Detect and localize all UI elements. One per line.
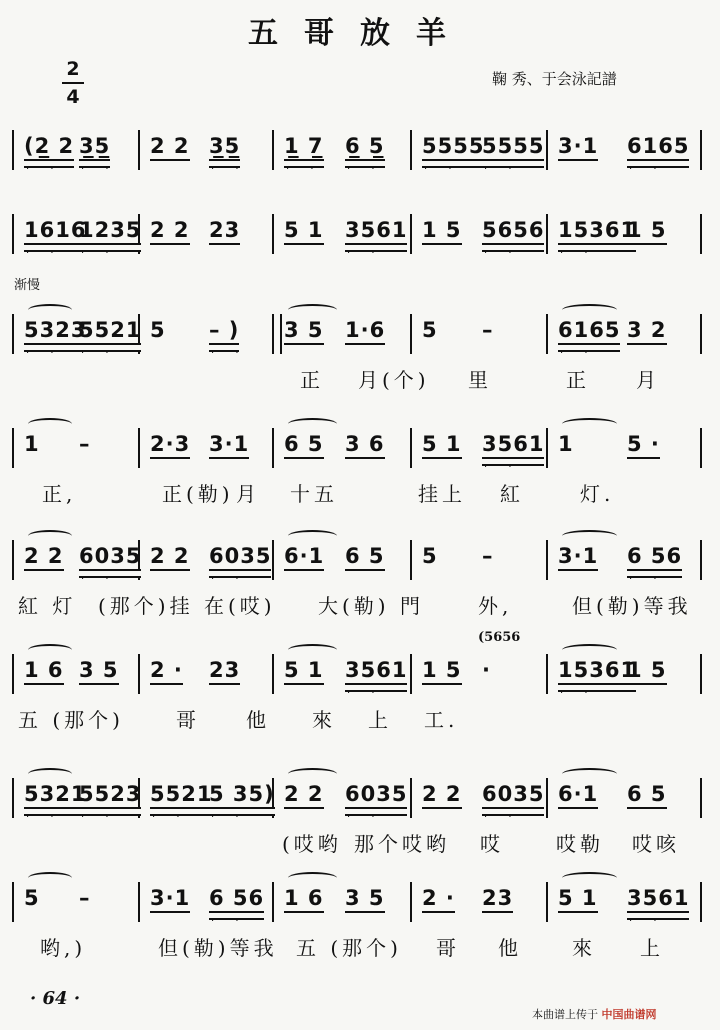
- bar-line: [410, 654, 412, 694]
- lyric-syllable: 哎勒: [556, 832, 604, 856]
- note-group: 3·1: [558, 134, 598, 161]
- octave-dots: · ·: [347, 164, 384, 175]
- slur-mark: [562, 530, 617, 542]
- lyric-syllable: 來: [572, 936, 596, 960]
- octave-dots: · ·: [484, 248, 521, 259]
- lyric-syllable: 那个哎哟: [354, 832, 450, 856]
- slur-mark: [288, 872, 337, 884]
- octave-dots: · ·: [347, 248, 384, 259]
- octave-dots: · ·: [211, 348, 248, 359]
- lyric-syllable: 哟,): [40, 936, 87, 960]
- note-group: 1: [558, 432, 574, 456]
- note-group: 6·1: [558, 782, 598, 809]
- lyric-syllable: 上: [368, 708, 392, 732]
- bar-line: [700, 654, 702, 694]
- bar-line: [12, 882, 14, 922]
- slur-mark: [562, 304, 617, 316]
- tempo-mark: 渐慢: [14, 278, 41, 293]
- bar-line: [700, 130, 702, 170]
- note-group: 1̲ 7̲: [284, 134, 324, 161]
- lyric-syllable: 月: [636, 368, 660, 392]
- bar-line: [410, 882, 412, 922]
- bar-line: [272, 540, 274, 580]
- note-group: 6 56: [209, 886, 264, 913]
- lyric-syllable: 五 (那个): [18, 708, 124, 732]
- bar-line: [272, 214, 274, 254]
- note-group: –: [79, 886, 91, 910]
- lyric-syllable: 工.: [424, 708, 459, 732]
- bar-line: [700, 428, 702, 468]
- note-group: 3·1: [209, 432, 249, 459]
- slur-mark: [28, 768, 72, 780]
- lyric-syllable: 挂上: [418, 482, 466, 506]
- octave-dots: · ·: [629, 164, 666, 175]
- note-group: 5521: [150, 782, 212, 809]
- bar-line: [546, 654, 548, 694]
- slur-mark: [288, 418, 337, 430]
- note-group: 6035: [209, 544, 271, 571]
- octave-dots: · ·: [560, 688, 597, 699]
- octave-dots: · ·: [560, 348, 597, 359]
- bar-line: [138, 882, 140, 922]
- lyric-syllable: 正,: [42, 482, 77, 506]
- lyric-syllable: 來: [312, 708, 336, 732]
- slur-mark: [28, 872, 72, 884]
- lyric-syllable: 哎: [480, 832, 504, 856]
- octave-dots: · ·: [211, 574, 248, 585]
- octave-dots: · ·: [629, 574, 666, 585]
- note-group: 5321: [24, 782, 86, 809]
- notation-row: [0, 130, 720, 174]
- lyric-syllable: 灯.: [580, 482, 615, 506]
- note-group: 23: [209, 658, 240, 685]
- note-group: 6035: [79, 544, 141, 571]
- slur-mark: [562, 768, 617, 780]
- bar-line: [410, 428, 412, 468]
- notation-row: [0, 654, 720, 698]
- lyric-syllable: 月(个): [358, 368, 430, 392]
- bar-line: [410, 214, 412, 254]
- bar-line: [546, 130, 548, 170]
- slur-mark: [562, 872, 617, 884]
- note-group: 2 2: [284, 782, 324, 809]
- note-group: 1 6: [284, 886, 324, 913]
- note-group: 6165: [627, 134, 689, 161]
- octave-dots: · ·: [347, 812, 384, 823]
- note-group: 3̲5̲: [79, 134, 110, 161]
- note-group: 5 1: [284, 218, 324, 245]
- note-group: 15361: [558, 218, 636, 245]
- note-group: 6̲ 5̲: [345, 134, 385, 161]
- slur-mark: [562, 644, 617, 656]
- note-group: 6 56: [627, 544, 682, 571]
- note-group: 5 1: [558, 886, 598, 913]
- note-group: 5521: [79, 318, 141, 345]
- slur-mark: [28, 530, 72, 542]
- note-group: 5323: [24, 318, 86, 345]
- note-group: 5555: [482, 134, 544, 161]
- note-group: 3·1: [558, 544, 598, 571]
- bar-line: [546, 428, 548, 468]
- note-group: 5: [150, 318, 166, 342]
- octave-dots: · ·: [347, 688, 384, 699]
- note-group: 23: [482, 886, 513, 913]
- note-group: 5656: [482, 218, 544, 245]
- note-group: 2 2: [24, 544, 64, 571]
- octave-dots: · ·: [286, 164, 323, 175]
- lyric-syllable: 里: [468, 368, 492, 392]
- upload-footer: [532, 1006, 657, 1022]
- bar-line: [138, 130, 140, 170]
- note-group: 6 5: [284, 432, 324, 459]
- lyric-syllable: (哎哟: [282, 832, 342, 856]
- bar-line: [410, 540, 412, 580]
- footer-brand: 中国曲谱网: [601, 1008, 657, 1021]
- note-group: 5: [422, 544, 438, 568]
- octave-dots: · ·: [152, 812, 189, 823]
- octave-dots: · ·: [81, 348, 118, 359]
- notation-row: [0, 214, 720, 258]
- bar-line: [700, 314, 702, 354]
- octave-dots: · ·: [26, 164, 63, 175]
- note-group: 5 ·: [627, 432, 660, 459]
- octave-dots: · ·: [424, 164, 461, 175]
- octave-dots: · ·: [26, 812, 63, 823]
- footer-text: 本曲谱上传于: [532, 1008, 598, 1021]
- octave-dots: · ·: [81, 812, 118, 823]
- lyric-syllable: 紅: [500, 482, 524, 506]
- bar-line: [272, 882, 274, 922]
- note-group: 5 1: [422, 432, 462, 459]
- octave-dots: · ·: [26, 248, 63, 259]
- bar-line: [546, 214, 548, 254]
- lyric-syllable: 十五: [290, 482, 338, 506]
- note-group: 5555: [422, 134, 484, 161]
- note-group: –: [482, 318, 494, 342]
- note-group: 3561: [627, 886, 689, 913]
- slur-mark: [28, 304, 72, 316]
- lyric-syllable: 哎咳: [632, 832, 680, 856]
- lyric-syllable: 但(勒)等我: [572, 594, 692, 618]
- bar-line: [12, 778, 14, 818]
- bar-line: [138, 654, 140, 694]
- note-group: 1 5: [422, 218, 462, 245]
- octave-dots: · ·: [81, 248, 118, 259]
- lyric-syllable: 但(勒)等我: [158, 936, 278, 960]
- lyric-syllable: 他: [246, 708, 270, 732]
- note-group: 3561: [345, 658, 407, 685]
- note-group: 3 5: [284, 318, 324, 345]
- bar-line: [410, 778, 412, 818]
- note-group: – ): [209, 318, 239, 345]
- bar-line: [700, 214, 702, 254]
- note-group: 6035: [345, 782, 407, 809]
- note-group: 6 5: [345, 544, 385, 571]
- bar-line: [138, 428, 140, 468]
- note-group: 3561: [482, 432, 544, 459]
- note-group: 1 6: [24, 658, 64, 685]
- lyric-syllable: 正: [300, 368, 324, 392]
- note-group: 1 5: [627, 218, 667, 245]
- bar-line: [12, 540, 14, 580]
- notation-row: [0, 314, 720, 358]
- score-title: 五哥放羊: [248, 16, 472, 51]
- octave-dots: · ·: [560, 248, 597, 259]
- slur-mark: [288, 304, 337, 316]
- notation-row: [0, 882, 720, 926]
- note-group: 2 2: [150, 218, 190, 245]
- lyric-syllable: 他: [498, 936, 522, 960]
- octave-dots: · ·: [211, 916, 248, 927]
- note-group: 3 5: [345, 886, 385, 913]
- bar-line: [12, 654, 14, 694]
- time-signature: [58, 58, 88, 108]
- bar-line: [700, 778, 702, 818]
- note-group: 1235: [79, 218, 141, 245]
- lyric-syllable: 大(勒) 門: [318, 594, 424, 618]
- bar-line: [272, 654, 274, 694]
- bar-line: [700, 882, 702, 922]
- transcriber-credits: 鞠 秀、于会泳記譜: [492, 70, 617, 88]
- octave-dots: · ·: [629, 916, 666, 927]
- bar-line: [410, 130, 412, 170]
- note-group: ·: [482, 658, 491, 682]
- note-group: 1·6: [345, 318, 385, 345]
- note-group: 1 5: [422, 658, 462, 685]
- notation-row: [0, 778, 720, 822]
- note-group: –: [79, 432, 91, 456]
- page-number: · 64 ·: [30, 988, 81, 1009]
- bar-line: [546, 778, 548, 818]
- note-group: (2̲ 2: [24, 134, 74, 161]
- bar-line: [12, 314, 14, 354]
- aside-notation: (5656: [478, 630, 521, 645]
- note-group: 6·1: [284, 544, 324, 571]
- slur-mark: [288, 530, 337, 542]
- note-group: 6 5: [627, 782, 667, 809]
- lyric-syllable: 月: [236, 482, 260, 506]
- note-group: 2·3: [150, 432, 190, 459]
- note-group: 2 2: [150, 544, 190, 571]
- slur-mark: [288, 768, 337, 780]
- bar-line: [272, 314, 282, 354]
- notation-row: [0, 540, 720, 584]
- note-group: 1616: [24, 218, 86, 245]
- octave-dots: · ·: [211, 164, 248, 175]
- bar-line: [12, 214, 14, 254]
- lyric-syllable: 上: [640, 936, 664, 960]
- note-group: 3 2: [627, 318, 667, 345]
- note-group: 5: [422, 318, 438, 342]
- lyric-syllable: 外,: [478, 594, 513, 618]
- note-group: 5523: [79, 782, 141, 809]
- bar-line: [272, 130, 274, 170]
- lyric-syllable: 哥: [176, 708, 200, 732]
- note-group: 2 ·: [150, 658, 183, 685]
- note-group: 2 2: [422, 782, 462, 809]
- note-group: 3561: [345, 218, 407, 245]
- lyric-syllable: 正(勒): [162, 482, 234, 506]
- notation-row: [0, 428, 720, 472]
- slur-mark: [28, 644, 72, 656]
- bar-line: [410, 314, 412, 354]
- note-group: 15361: [558, 658, 636, 685]
- lyric-syllable: (哎): [228, 594, 276, 618]
- time-signature-bottom: 4: [66, 86, 80, 108]
- bar-line: [546, 314, 548, 354]
- note-group: 1: [24, 432, 40, 456]
- octave-dots: · ·: [211, 812, 248, 823]
- slur-mark: [288, 644, 337, 656]
- octave-dots: · ·: [484, 812, 521, 823]
- lyric-syllable: 正: [566, 368, 590, 392]
- bar-line: [12, 428, 14, 468]
- bar-line: [546, 882, 548, 922]
- lyric-syllable: 五 (那个): [296, 936, 402, 960]
- octave-dots: · ·: [81, 574, 118, 585]
- bar-line: [272, 428, 274, 468]
- note-group: 6035: [482, 782, 544, 809]
- note-group: 6165: [558, 318, 620, 345]
- note-group: 3 5: [79, 658, 119, 685]
- note-group: 3̲5̲: [209, 134, 240, 161]
- octave-dots: · ·: [81, 164, 118, 175]
- lyric-syllable: (那个)挂 在: [98, 594, 228, 618]
- octave-dots: · ·: [484, 462, 521, 473]
- lyric-syllable: 哥: [436, 936, 460, 960]
- note-group: 1 5: [627, 658, 667, 685]
- note-group: 2 ·: [422, 886, 455, 913]
- bar-line: [546, 540, 548, 580]
- lyric-syllable: 紅 灯: [18, 594, 77, 618]
- slur-mark: [562, 418, 617, 430]
- bar-line: [12, 130, 14, 170]
- octave-dots: · ·: [26, 348, 63, 359]
- note-group: 3 6: [345, 432, 385, 459]
- note-group: 3·1: [150, 886, 190, 913]
- note-group: 5 1: [284, 658, 324, 685]
- note-group: 2 2: [150, 134, 190, 161]
- note-group: 5 35): [209, 782, 275, 809]
- note-group: 5: [24, 886, 40, 910]
- time-signature-top: 2: [66, 58, 80, 80]
- octave-dots: · ·: [484, 164, 521, 175]
- bar-line: [700, 540, 702, 580]
- note-group: –: [482, 544, 494, 568]
- note-group: 23: [209, 218, 240, 245]
- slur-mark: [28, 418, 72, 430]
